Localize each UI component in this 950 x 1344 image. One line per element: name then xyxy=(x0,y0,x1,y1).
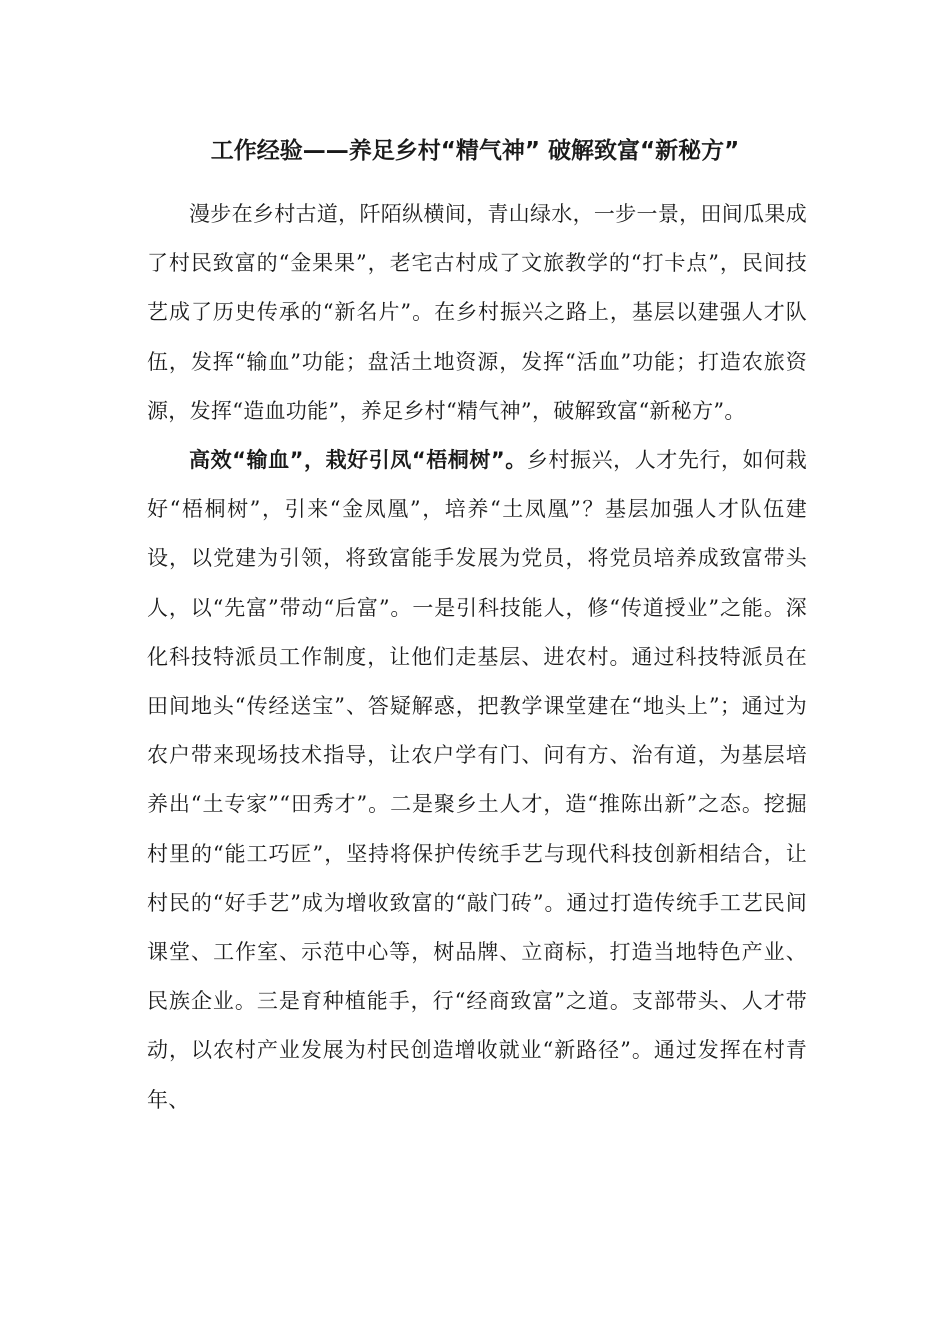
paragraph-talent xyxy=(147,436,807,1125)
document-body xyxy=(147,190,807,1125)
paragraph-lead: 高效“输血”，栽好引凤“梧桐树”。 xyxy=(189,448,527,473)
document-title: 工作经验——养足乡村“精气神” 破解致富“新秘方” xyxy=(210,138,740,164)
paragraph-text: 乡村振兴，人才先行，如何栽好“梧桐树”，引来“金凤凰”，培养“土凤凰”？基层加强人才队伍建设，以党建为引领，将致富能手发展为党员，将党员培养成致富带头人，以“先富”带动“后富”。一是引科技能人，修“传道授业”之能。深化科技特派员工作制度，让他们走基层、进农村。通过科技特派员在田间地头“传经送宝”、答疑解惑，把教学课堂建在“地头上”；通过为农户带来现场技术指导，让农户学有门、问有方、治有道，为基层培养出“土专家”“田秀才”。二是聚乡土人才，造“推陈出新”之态。挖掘村里的“能工巧匠”，坚持将保护传统手艺与现代科技创新相结合，让村民的“好手艺”成为增收致富的“敲门砖”。通过打造传统手工艺民间课堂、工作室、示范中心等，树品牌、立商标，打造当地特色产业、民族企业。三是育种植能手，行“经商致富”之道。支部带头、人才带动，以农村产业发展为村民创造增收就业“新路径”。通过发挥在村青年、 xyxy=(147,448,807,1112)
paragraph-intro xyxy=(147,190,807,436)
paragraph-text: 漫步在乡村古道，阡陌纵横间，青山绿水，一步一景，田间瓜果成了村民致富的“金果果”，老宅古村成了文旅教学的“打卡点”，民间技艺成了历史传承的“新名片”。在乡村振兴之路上，基层以建强人才队伍，发挥“输血”功能；盘活土地资源，发挥“活血”功能；打造农旅资源，发挥“造血功能”，养足乡村“精气神”，破解致富“新秘方”。 xyxy=(147,202,807,423)
